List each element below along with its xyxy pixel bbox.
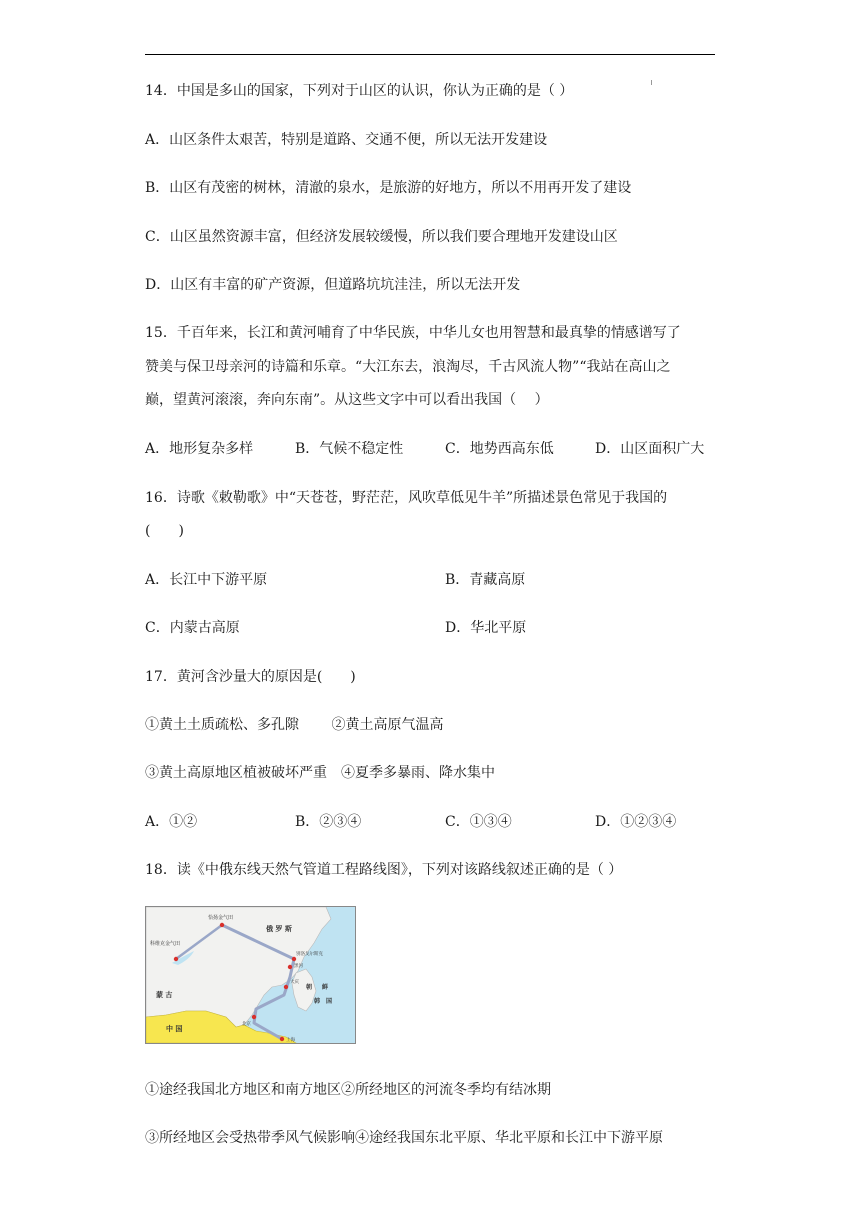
- corner-mark: [651, 80, 652, 85]
- question-15-option-b: B．气候不稳定性: [295, 441, 404, 457]
- station-chayanda: [220, 923, 224, 927]
- label-beijing: 北京: [242, 1022, 251, 1027]
- question-18-statement-1: ①途经我国北方地区和南方地区②所经地区的河流冬季均有结冰期: [145, 1082, 551, 1098]
- station-heihe: [288, 965, 292, 969]
- pipeline-route-map: [145, 906, 356, 1044]
- station-daqing: [284, 985, 288, 989]
- label-russia: 俄 罗 斯: [266, 925, 292, 933]
- question-15-stem-line-3: 巅，望黄河滚滚，奔向东南”。从这些文字中可以看出我国（ ）: [145, 392, 549, 408]
- question-17-stem: 17．黄河含沙量大的原因是( ): [145, 669, 356, 685]
- top-rule: [145, 54, 715, 55]
- station-beijing: [252, 1015, 256, 1019]
- question-15-stem-line-2: 赞美与保卫母亲河的诗篇和乐章。“大江东去，浪淘尽，千古风流人物”“我站在高山之: [145, 359, 671, 375]
- label-gas-field-1: 恰扬金气田: [208, 915, 234, 921]
- question-17-option-a: A．①②: [145, 814, 198, 830]
- question-14-option-a: A．山区条件太艰苦，特别是道路、交通不便，所以无法开发建设: [145, 132, 548, 148]
- question-18-statement-2: ③所经地区会受热带季风气候影响④途经我国东北平原、华北平原和长江中下游平原: [145, 1130, 663, 1146]
- label-korea-3: 韩: [314, 998, 321, 1005]
- question-15-option-d: D．山区面积广大: [595, 441, 705, 457]
- question-16-option-c: C．内蒙古高原: [145, 620, 240, 636]
- question-16-stem-line-2: ( ): [145, 523, 184, 539]
- question-18-stem: 18．读《中俄东线天然气管道工程路线图》，下列对该路线叙述正确的是（ ）: [145, 862, 623, 878]
- question-14-option-b: B．山区有茂密的树林，清澈的泉水，是旅游的好地方，所以不用再开发了建设: [145, 180, 632, 196]
- question-14-option-d: D．山区有丰富的矿产资源，但道路坑坑洼洼，所以无法开发: [145, 277, 521, 293]
- label-korea-2: 鲜: [322, 984, 329, 991]
- question-16-stem-line-1: 16．诗歌《敕勒歌》中“天苍苍，野茫茫，风吹草低见牛羊”所描述景色常见于我国的: [145, 490, 668, 506]
- label-korea-4: 国: [326, 998, 333, 1005]
- station-kovykta: [174, 957, 178, 961]
- label-gas-field-2: 科维克金气田: [150, 941, 181, 947]
- question-15-option-a: A．地形复杂多样: [145, 441, 254, 457]
- question-14-stem: 14．中国是多山的国家，下列对于山区的认识，你认为正确的是（ ）: [145, 83, 574, 99]
- label-korea-1: 朝: [306, 984, 313, 991]
- question-17-statement-2: ③黄土高原地区植被破坏严重 ④夏季多暴雨、降水集中: [145, 765, 495, 781]
- question-15-stem-line-1: 15．千百年来，长江和黄河哺育了中华民族，中华儿女也用智慧和最真挚的情感谱写了: [145, 325, 681, 341]
- question-14-option-c: C．山区虽然资源丰富，但经济发展较缓慢，所以我们要合理地开发建设山区: [145, 229, 618, 245]
- station-shanghai: [280, 1037, 284, 1041]
- label-shanghai: 上海: [286, 1038, 295, 1043]
- question-17-statement-1: ①黄土土质疏松、多孔隙 ②黄土高原气温高: [145, 717, 444, 733]
- label-heihe: 黑河: [294, 964, 303, 969]
- question-16-option-d: D．华北平原: [445, 620, 527, 636]
- label-daqing: 大庆: [290, 980, 299, 985]
- question-16-option-b: B．青藏高原: [445, 572, 526, 588]
- question-17-option-c: C．①③④: [445, 814, 512, 830]
- station-blagoveshchensk: [292, 957, 296, 961]
- question-17-option-b: B．②③④: [295, 814, 362, 830]
- question-15-option-c: C．地势西高东低: [445, 441, 554, 457]
- label-blagoveshchensk: 别洛戈尔斯克: [296, 952, 323, 957]
- question-16-option-a: A．长江中下游平原: [145, 572, 268, 588]
- map-figure: [146, 907, 355, 1043]
- label-mongolia: 蒙 古: [156, 991, 173, 999]
- question-17-option-d: D．①②③④: [595, 814, 677, 830]
- label-china: 中 国: [166, 1025, 183, 1033]
